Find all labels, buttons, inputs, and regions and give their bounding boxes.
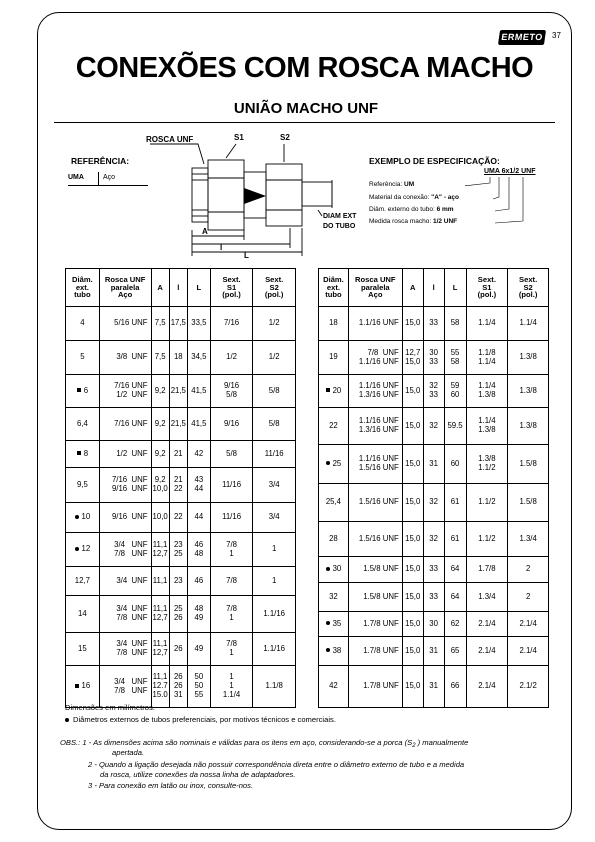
cell-L: 34,5 (187, 341, 210, 375)
cell-L: 48 49 (187, 596, 210, 633)
cell-A: 15,0 (402, 557, 423, 583)
square-icon (77, 388, 81, 392)
cell-s2: 1.3/8 (508, 375, 549, 408)
cell-L: 33,5 (187, 307, 210, 341)
cell-L: 41,5 (187, 408, 210, 441)
cell-diam: 10 (66, 503, 100, 533)
square-icon (77, 451, 81, 455)
cell-rosca: 1.1/16 UNF 1.3/16 UNF (348, 408, 402, 445)
cell-diam: 42 (319, 666, 349, 708)
section-divider (54, 122, 555, 123)
table-row (319, 522, 549, 557)
cell-rosca: 1/2 UNF (99, 441, 151, 468)
table-left-header (66, 269, 296, 307)
cell-s2: 1.5/8 (508, 484, 549, 522)
cell-A: 9,2 (151, 408, 169, 441)
cell-rosca: 1.1/16 UNF (348, 307, 402, 341)
cell-rosca: 7/16 UNF (99, 408, 151, 441)
cell-l: 21 22 (169, 468, 187, 503)
cell-l: 26 26 31 (169, 666, 187, 708)
table-left (65, 268, 296, 708)
exemplo-title: EXEMPLO DE ESPECIFICAÇÃO: (369, 156, 500, 166)
table-row (66, 341, 296, 375)
cell-A: 9,2 10,0 (151, 468, 169, 503)
cell-A: 15,0 (402, 484, 423, 522)
cell-L: 44 (187, 503, 210, 533)
exemplo-line-diametro: Diâm. externo do tubo: 6 mm (369, 206, 454, 213)
cell-s2: 2 (508, 557, 549, 583)
cell-L: 46 (187, 567, 210, 596)
cell-diam: 22 (319, 408, 349, 445)
cell-L: 42 (187, 441, 210, 468)
header-A: A (402, 269, 423, 307)
obs-note-1-cont: apertada. (112, 748, 145, 757)
header-rosca: Rosca UNF paralela Aço (99, 269, 151, 307)
table-row (66, 633, 296, 666)
cell-l: 33 (423, 583, 444, 612)
cell-L: 62 (444, 612, 466, 637)
referencia-box (68, 172, 148, 186)
cell-A: 9,2 (151, 375, 169, 408)
label-dim-A: A (202, 227, 208, 236)
cell-s1: 9/16 5/8 (210, 375, 253, 408)
dot-icon (75, 547, 79, 551)
cell-l: 21,5 (169, 408, 187, 441)
header-rosca: Rosca UNF paralela Aço (348, 269, 402, 307)
referencia-underline (68, 185, 148, 186)
cell-l: 21,5 (169, 375, 187, 408)
table-row (66, 596, 296, 633)
cell-l: 32 (423, 408, 444, 445)
header-L: L (187, 269, 210, 307)
cell-s2: 1.3/4 (508, 522, 549, 557)
header-L: L (444, 269, 466, 307)
cell-A: 15,0 (402, 307, 423, 341)
referencia-separator (98, 172, 99, 186)
table-row (66, 567, 296, 596)
table-row (319, 612, 549, 637)
table-row (319, 375, 549, 408)
cell-l: 17,5 (169, 307, 187, 341)
cell-l: 26 (169, 633, 187, 666)
table-right (318, 268, 549, 708)
legend-preferred: Diâmetros externos de tubos preferenciais, por motivos técnicos e comerciais. (65, 715, 336, 724)
cell-s2: 1.1/16 (253, 596, 296, 633)
cell-L: 41,5 (187, 375, 210, 408)
table-row (66, 533, 296, 567)
cell-L: 61 (444, 484, 466, 522)
cell-l: 30 33 (423, 341, 444, 375)
cell-l: 32 (423, 484, 444, 522)
cell-s1: 1.1/2 (466, 522, 508, 557)
cell-diam: 25 (319, 445, 349, 484)
cell-s1: 7/16 (210, 307, 253, 341)
cell-L: 49 (187, 633, 210, 666)
cell-s2: 1.3/8 (508, 408, 549, 445)
table-row (319, 666, 549, 708)
cell-diam: 6 (66, 375, 100, 408)
header-diam: Diâm. ext. tubo (66, 269, 100, 307)
cell-l: 31 (423, 445, 444, 484)
label-rosca-unf: ROSCA UNF (146, 135, 194, 144)
cell-diam: 9,5 (66, 468, 100, 503)
cell-s2: 2.1/4 (508, 612, 549, 637)
cell-A: 11,1 12.7 15.0 (151, 666, 169, 708)
obs-note-2: 2 - Quando a ligação desejada não possuir correspondência direta entre o diâmetro externo de tubo e a medida (88, 760, 465, 769)
cell-s2: 1 (253, 567, 296, 596)
cell-l: 18 (169, 341, 187, 375)
cell-s2: 1/2 (253, 307, 296, 341)
cell-diam: 19 (319, 341, 349, 375)
cell-A: 15,0 (402, 445, 423, 484)
square-icon (75, 684, 79, 688)
header-s2: Sext. S2 (pol.) (253, 269, 296, 307)
cell-A: 11,1 12,7 (151, 533, 169, 567)
cell-A: 7,5 (151, 307, 169, 341)
cell-s1: 1 1 1.1/4 (210, 666, 253, 708)
cell-diam: 30 (319, 557, 349, 583)
label-diam-ext: DIAM EXT (323, 213, 357, 220)
cell-rosca: 3/8 UNF (99, 341, 151, 375)
cell-A: 15,0 (402, 637, 423, 666)
cell-A: 12,7 15,0 (402, 341, 423, 375)
cell-L: 43 44 (187, 468, 210, 503)
cell-rosca: 9/16 UNF (99, 503, 151, 533)
table-row (66, 375, 296, 408)
page-title: CONEXÕES COM ROSCA MACHO (75, 52, 534, 84)
cell-s2: 2 (508, 583, 549, 612)
page-number: 37 (552, 31, 561, 40)
cell-L: 59 60 (444, 375, 466, 408)
cell-s2: 3/4 (253, 468, 296, 503)
table-row (66, 408, 296, 441)
cell-s1: 1/2 (210, 341, 253, 375)
cell-rosca: 3/4 UNF (99, 567, 151, 596)
referencia-label: REFERÊNCIA: (71, 156, 130, 166)
cell-s1: 2.1/4 (466, 637, 508, 666)
cell-s2: 1/2 (253, 341, 296, 375)
cell-s2: 2.1/2 (508, 666, 549, 708)
table-row (319, 307, 549, 341)
referencia-material: Aço (103, 174, 116, 181)
cell-diam: 8 (66, 441, 100, 468)
cell-rosca: 3/4 UNF 7/8 UNF (99, 596, 151, 633)
cell-A: 11,1 12,7 (151, 596, 169, 633)
cell-l: 32 33 (423, 375, 444, 408)
cell-s1: 1.1/4 1.3/8 (466, 375, 508, 408)
cell-s1: 5/8 (210, 441, 253, 468)
cell-s1: 1.7/8 (466, 557, 508, 583)
label-s2: S2 (280, 133, 290, 142)
cell-s2: 1.5/8 (508, 445, 549, 484)
table-row (66, 666, 296, 708)
cell-rosca: 1.7/8 UNF (348, 612, 402, 637)
cell-rosca: 3/4 UNF 7/8 UNF (99, 666, 151, 708)
dot-icon (65, 718, 69, 722)
cell-L: 64 (444, 583, 466, 612)
cell-l: 22 (169, 503, 187, 533)
cell-rosca: 1.1/16 UNF 1.5/16 UNF (348, 445, 402, 484)
table-row (319, 583, 549, 612)
header-s1: Sext. S1 (pol.) (466, 269, 508, 307)
cell-A: 15,0 (402, 522, 423, 557)
cell-A: 11,1 (151, 567, 169, 596)
brand-logo: ERMETO (498, 30, 546, 45)
cell-l: 31 (423, 666, 444, 708)
cell-L: 59.5 (444, 408, 466, 445)
cell-diam: 32 (319, 583, 349, 612)
cell-s1: 9/16 (210, 408, 253, 441)
cell-s1: 1.1/8 1.1/4 (466, 341, 508, 375)
cell-l: 32 (423, 522, 444, 557)
cell-s2: 5/8 (253, 408, 296, 441)
cell-A: 7,5 (151, 341, 169, 375)
cell-l: 21 (169, 441, 187, 468)
cell-diam: 12 (66, 533, 100, 567)
cell-rosca: 1.7/8 UNF (348, 666, 402, 708)
cell-l: 30 (423, 612, 444, 637)
cell-L: 65 (444, 637, 466, 666)
cell-s1: 1.1/4 (466, 307, 508, 341)
cell-diam: 15 (66, 633, 100, 666)
cell-s1: 7/8 (210, 567, 253, 596)
table-row (66, 503, 296, 533)
cell-s2: 1.1/16 (253, 633, 296, 666)
cell-diam: 20 (319, 375, 349, 408)
cell-diam: 6,4 (66, 408, 100, 441)
label-s1: S1 (234, 133, 244, 142)
obs-note-1: OBS.: 1 - As dimensões acima são nominais e válidas para os itens em aço, considerando-se a porca ($S_2$ ) manualmente (60, 738, 469, 749)
cell-l: 23 (169, 567, 187, 596)
cell-L: 60 (444, 445, 466, 484)
table-row (319, 408, 549, 445)
cell-A: 11,1 12,7 (151, 633, 169, 666)
cell-s2: 11/16 (253, 441, 296, 468)
exemplo-line-rosca: Medida rosca macho: 1/2 UNF (369, 218, 458, 225)
cell-s1: 2.1/4 (466, 612, 508, 637)
cell-rosca: 3/4 UNF 7/8 UNF (99, 633, 151, 666)
legend-units: Dimensões em milímetros. (65, 703, 155, 712)
cell-s2: 2.1/4 (508, 637, 549, 666)
dot-icon (75, 515, 79, 519)
cell-l: 33 (423, 557, 444, 583)
cell-A: 9,2 (151, 441, 169, 468)
obs-note-2-cont: da rosca, utilize conexões da nossa linha de adaptadores. (100, 770, 296, 779)
cell-diam: 12,7 (66, 567, 100, 596)
header-diam: Diâm. ext. tubo (319, 269, 349, 307)
label-do-tubo: DO TUBO (323, 223, 356, 230)
exemplo-leader-lines (465, 175, 545, 227)
cell-s2: 1.1/4 (508, 307, 549, 341)
exemplo-line-material: Material da conexão: "A" - aço (369, 194, 459, 201)
cell-s2: 1.3/8 (508, 341, 549, 375)
header-A: A (151, 269, 169, 307)
cell-L: 58 (444, 307, 466, 341)
cell-diam: 28 (319, 522, 349, 557)
cell-s2: 5/8 (253, 375, 296, 408)
cell-A: 15,0 (402, 612, 423, 637)
dot-icon (326, 648, 330, 652)
cell-s1: 1.1/2 (466, 484, 508, 522)
table-row (319, 445, 549, 484)
cell-rosca: 7/16 UNF 1/2 UNF (99, 375, 151, 408)
cell-s1: 7/8 1 (210, 596, 253, 633)
cell-s1: 1.3/8 1.1/2 (466, 445, 508, 484)
cell-L: 50 50 55 (187, 666, 210, 708)
cell-L: 46 48 (187, 533, 210, 567)
square-icon (326, 388, 330, 392)
table-row (66, 468, 296, 503)
cell-l: 23 25 (169, 533, 187, 567)
cell-A: 15,0 (402, 375, 423, 408)
cell-l: 25 26 (169, 596, 187, 633)
cell-diam: 25,4 (319, 484, 349, 522)
cell-L: 66 (444, 666, 466, 708)
dot-icon (326, 621, 330, 625)
cell-rosca: 7/16 UNF 9/16 UNF (99, 468, 151, 503)
cell-A: 15,0 (402, 408, 423, 445)
header-s2: Sext. S2 (pol.) (508, 269, 549, 307)
section-title: UNIÃO MACHO UNF (233, 100, 379, 117)
cell-s2: 1.1/8 (253, 666, 296, 708)
label-dim-l: l (220, 243, 223, 252)
table-row (66, 441, 296, 468)
cell-L: 55 58 (444, 341, 466, 375)
referencia-code: UMA (68, 174, 84, 181)
cell-s1: 7/8 1 (210, 633, 253, 666)
dot-icon (326, 461, 330, 465)
cell-diam: 5 (66, 341, 100, 375)
cell-l: 31 (423, 637, 444, 666)
table-row (66, 307, 296, 341)
cell-s2: 3/4 (253, 503, 296, 533)
cell-L: 61 (444, 522, 466, 557)
table-row (319, 484, 549, 522)
cell-rosca: 1.1/16 UNF 1.3/16 UNF (348, 375, 402, 408)
cell-rosca: 1.5/16 UNF (348, 522, 402, 557)
dot-icon (326, 567, 330, 571)
label-dim-L: L (244, 251, 249, 258)
cell-rosca: 1.5/8 UNF (348, 583, 402, 612)
header-l: l (423, 269, 444, 307)
cell-l: 33 (423, 307, 444, 341)
cell-diam: 38 (319, 637, 349, 666)
table-right-header (319, 269, 549, 307)
cell-A: 15,0 (402, 583, 423, 612)
header-s1: Sext. S1 (pol.) (210, 269, 253, 307)
union-drawing (140, 130, 370, 258)
cell-s2: 1 (253, 533, 296, 567)
exemplo-line-referencia: Referência: UM (369, 181, 415, 188)
cell-diam: 18 (319, 307, 349, 341)
cell-rosca: 5/16 UNF (99, 307, 151, 341)
obs-note-3: 3 - Para conexão em latão ou inox, consulte-nos. (88, 781, 254, 790)
cell-rosca: 3/4 UNF 7/8 UNF (99, 533, 151, 567)
cell-rosca: 1.5/8 UNF (348, 557, 402, 583)
cell-A: 15,0 (402, 666, 423, 708)
cell-L: 64 (444, 557, 466, 583)
cell-rosca: 1.5/16 UNF (348, 484, 402, 522)
cell-rosca: 1.7/8 UNF (348, 637, 402, 666)
cell-diam: 14 (66, 596, 100, 633)
cell-diam: 35 (319, 612, 349, 637)
cell-s1: 7/8 1 (210, 533, 253, 567)
table-row (319, 637, 549, 666)
cell-s1: 1.3/4 (466, 583, 508, 612)
cell-diam: 4 (66, 307, 100, 341)
table-row (319, 557, 549, 583)
exemplo-code: UMA 6x1/2 UNF (484, 168, 536, 175)
cell-s1: 11/16 (210, 503, 253, 533)
cell-A: 10,0 (151, 503, 169, 533)
cell-s1: 1.1/4 1.3/8 (466, 408, 508, 445)
cell-s1: 2.1/4 (466, 666, 508, 708)
header-l: l (169, 269, 187, 307)
cell-diam: 16 (66, 666, 100, 708)
table-row (319, 341, 549, 375)
cell-s1: 11/16 (210, 468, 253, 503)
cell-rosca: 7/8 UNF 1.1/16 UNF (348, 341, 402, 375)
